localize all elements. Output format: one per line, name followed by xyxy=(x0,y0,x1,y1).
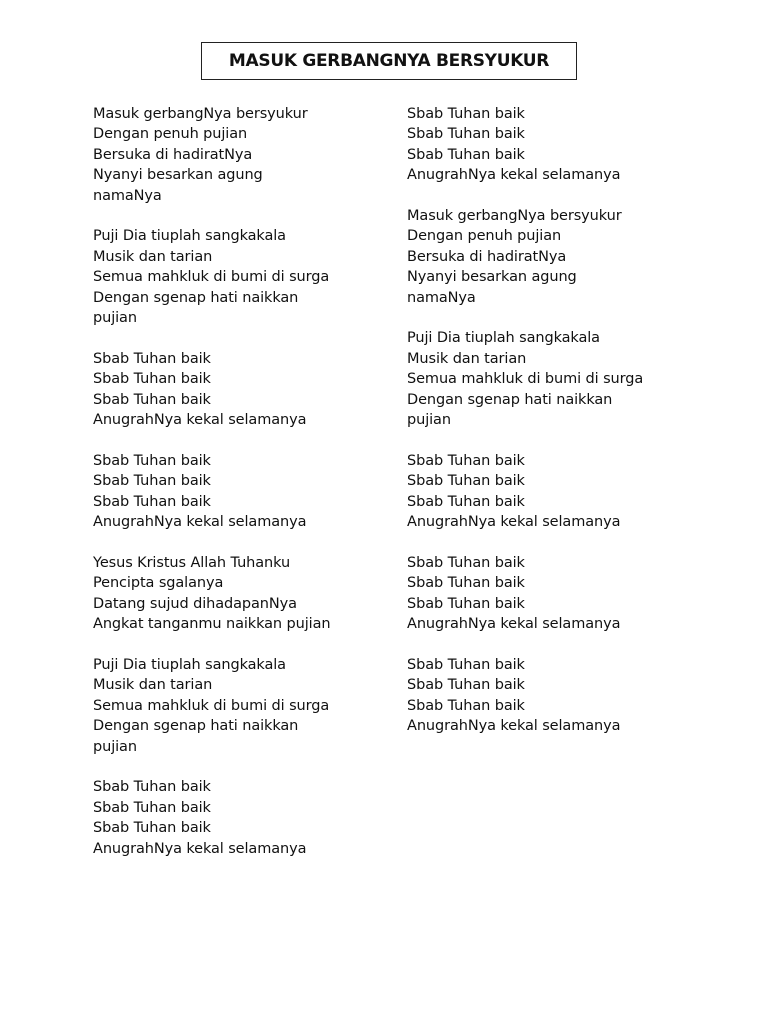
lyric-line: Musik dan tarian xyxy=(93,677,213,694)
lyric-line: Dengan sgenap hati naikkan xyxy=(93,289,299,306)
lyric-line: Sbab Tuhan baik xyxy=(407,677,525,694)
lyric-line: namaNya xyxy=(93,187,162,204)
lyric-line: Sbab Tuhan baik xyxy=(407,656,525,673)
lyric-line: Sbab Tuhan baik xyxy=(407,146,525,163)
lyric-line: Sbab Tuhan baik xyxy=(407,595,525,612)
lyric-stanza xyxy=(93,349,383,431)
song-title: MASUK GERBANGNYA BERSYUKUR xyxy=(228,51,550,71)
lyric-line: Sbab Tuhan baik xyxy=(407,493,525,510)
lyric-line: Sbab Tuhan baik xyxy=(407,697,525,714)
lyric-stanza xyxy=(407,104,707,186)
lyric-line: AnugrahNya kekal selamanya xyxy=(93,840,307,857)
lyric-line: Sbab Tuhan baik xyxy=(407,452,525,469)
stanza-gap xyxy=(93,328,383,348)
lyric-line: Dengan penuh pujian xyxy=(93,126,248,143)
lyric-line: Musik dan tarian xyxy=(93,248,213,265)
lyric-line: Sbab Tuhan baik xyxy=(407,575,525,592)
lyric-line: AnugrahNya kekal selamanya xyxy=(407,167,621,184)
lyric-line: Sbab Tuhan baik xyxy=(407,106,525,122)
lyric-line: Semua mahkluk di bumi di surga xyxy=(93,697,330,714)
lyric-line: AnugrahNya kekal selamanya xyxy=(407,514,621,531)
stanza-gap xyxy=(407,430,707,450)
lyric-stanza xyxy=(407,451,707,533)
lyric-stanza xyxy=(93,777,383,859)
stanza-gap xyxy=(407,186,707,206)
stanza-gap xyxy=(93,206,383,226)
lyric-line: Sbab Tuhan baik xyxy=(93,493,211,510)
lyric-line: Masuk gerbangNya bersyukur xyxy=(93,106,308,122)
stanza-gap xyxy=(407,635,707,655)
lyric-line: Masuk gerbangNya bersyukur xyxy=(407,208,622,225)
lyrics-column-left xyxy=(93,104,383,859)
lyric-line: Sbab Tuhan baik xyxy=(407,473,525,490)
lyric-line: Bersuka di hadiratNya xyxy=(407,248,567,265)
stanza-gap xyxy=(407,308,707,328)
stanza-gap xyxy=(93,635,383,655)
lyric-line: Dengan penuh pujian xyxy=(407,228,562,245)
lyric-line: Yesus Kristus Allah Tuhanku xyxy=(93,554,291,571)
title-box xyxy=(201,42,577,80)
lyric-stanza xyxy=(93,553,383,635)
lyric-line: Musik dan tarian xyxy=(407,350,527,367)
lyric-stanza xyxy=(407,655,707,737)
lyric-line: Nyanyi besarkan agung xyxy=(407,269,577,286)
lyric-line: pujian xyxy=(93,310,137,327)
lyric-line: Semua mahkluk di bumi di surga xyxy=(93,269,330,286)
lyric-stanza xyxy=(407,328,707,430)
lyric-line: Sbab Tuhan baik xyxy=(93,779,211,796)
lyric-line: Puji Dia tiuplah sangkakala xyxy=(407,330,600,347)
lyric-line: Sbab Tuhan baik xyxy=(93,820,211,837)
lyric-line: Angkat tanganmu naikkan pujian xyxy=(93,616,331,633)
lyric-line: Bersuka di hadiratNya xyxy=(93,146,253,163)
lyric-stanza xyxy=(93,451,383,533)
lyric-stanza xyxy=(93,104,383,206)
lyric-line: pujian xyxy=(93,738,137,755)
lyric-line: namaNya xyxy=(407,289,476,306)
lyric-line: Sbab Tuhan baik xyxy=(93,371,211,388)
lyric-line: Dengan sgenap hati naikkan xyxy=(93,718,299,735)
lyric-line: Sbab Tuhan baik xyxy=(93,799,211,816)
lyric-line: AnugrahNya kekal selamanya xyxy=(93,514,307,531)
lyric-line: AnugrahNya kekal selamanya xyxy=(407,616,621,633)
lyric-line: Datang sujud dihadapanNya xyxy=(93,595,297,612)
lyric-line: Sbab Tuhan baik xyxy=(93,391,211,408)
lyric-line: Sbab Tuhan baik xyxy=(407,554,525,571)
lyric-line: AnugrahNya kekal selamanya xyxy=(93,412,307,429)
lyric-line: Sbab Tuhan baik xyxy=(93,473,211,490)
lyric-line: Puji Dia tiuplah sangkakala xyxy=(93,228,286,245)
lyrics-column-right xyxy=(407,104,707,737)
lyric-line: Sbab Tuhan baik xyxy=(93,452,211,469)
lyric-stanza xyxy=(93,226,383,328)
lyric-line: Sbab Tuhan baik xyxy=(407,126,525,143)
lyric-line: Dengan sgenap hati naikkan xyxy=(407,391,613,408)
stanza-gap xyxy=(93,532,383,552)
lyric-line: Pencipta sgalanya xyxy=(93,575,224,592)
lyric-line: Nyanyi besarkan agung xyxy=(93,167,263,184)
lyric-stanza xyxy=(93,655,383,757)
lyric-line: Sbab Tuhan baik xyxy=(93,350,211,367)
stanza-gap xyxy=(93,430,383,450)
lyric-line: Semua mahkluk di bumi di surga xyxy=(407,371,644,388)
lyric-line: Puji Dia tiuplah sangkakala xyxy=(93,656,286,673)
lyric-line: AnugrahNya kekal selamanya xyxy=(407,718,621,735)
lyric-stanza xyxy=(407,553,707,635)
lyric-line: pujian xyxy=(407,412,451,429)
stanza-gap xyxy=(93,757,383,777)
lyric-stanza xyxy=(407,206,707,308)
stanza-gap xyxy=(407,532,707,552)
